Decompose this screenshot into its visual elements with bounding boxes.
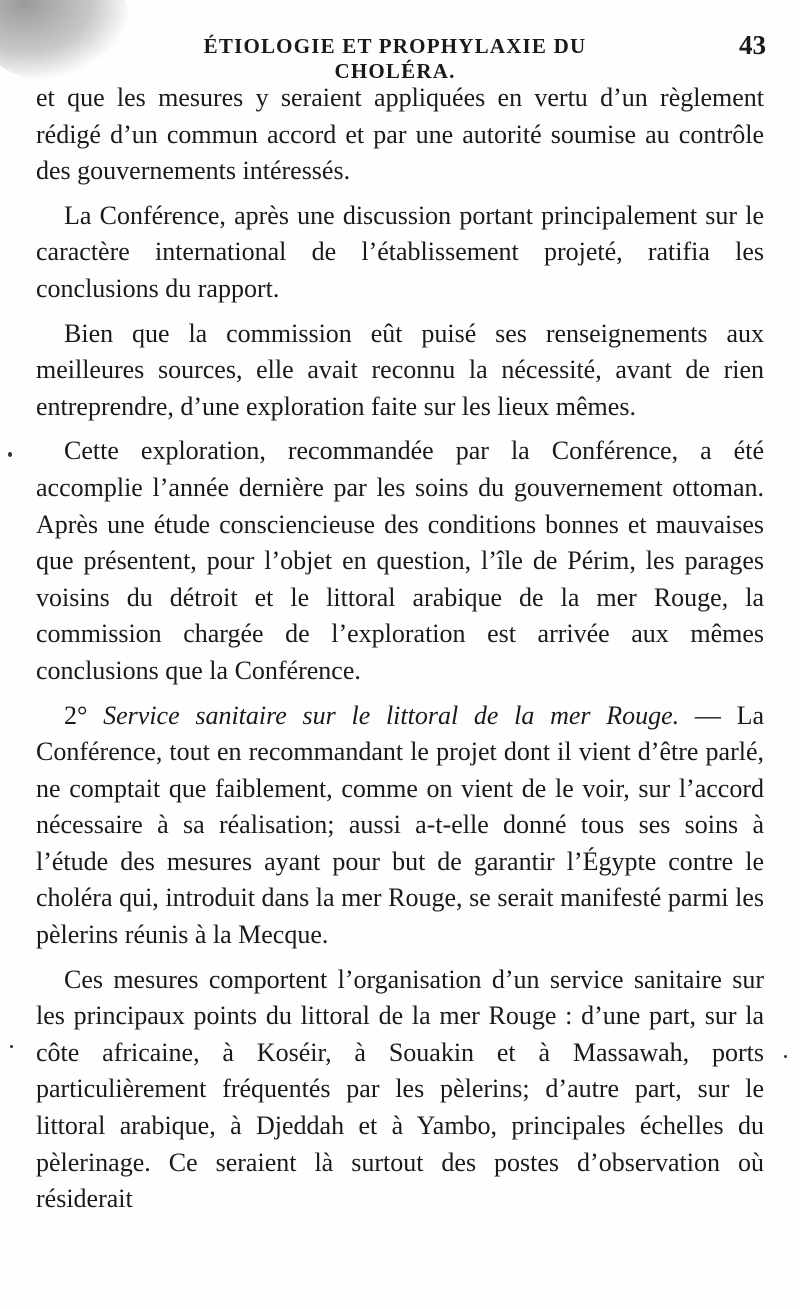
paragraph-measures: Ces mesures comportent l’organisation d’un service sanitaire sur les principaux points du littoral de la mer Rouge : d’une part, sur la côte africaine, à Koséir, à Souakin et à Massawah, ports particulièrement fréquentés par les pèlerins; d’autre part, sur le littoral arabique, à Djeddah et à Yambo, principales échelles du pèlerinage. Ce seraient là surtout des postes d’observation où résiderait: [36, 964, 764, 1214]
ink-speck: [784, 1055, 787, 1058]
section-heading: Service sanitaire sur le littoral de la mer Rouge.: [103, 700, 680, 730]
running-title: ÉTIOLOGIE ET PROPHYLAXIE DU CHOLÉRA.: [203, 34, 587, 83]
body-text: [36, 80, 764, 1218]
ink-speck: [8, 452, 12, 457]
paragraph-ottoman-exploration: Cette exploration, recommandée par la Conférence, a été accomplie l’année dernière par les soins du gouvernement ottoman. Après une étude consciencieuse des conditions bonnes et mauvaises que présentent, pour l’objet en question, l’île de Périm, les parages voisins du détroit et le littoral arabique de la mer Rouge, la commission chargée de l’exploration est arrivée aux mêmes conclusions que la Conférence.: [36, 436, 764, 685]
page-number: 43: [739, 30, 766, 60]
section-number: 2°: [64, 700, 88, 730]
paragraph-sanitary-service: [36, 698, 764, 954]
section-body: — La Conférence, tout en recommandant le projet dont il vient d’être parlé, ne comptait que faiblement, comme on vient de le voir, sur l’accord nécessaire à sa réalisation; aussi a-t-elle donné tous ses soins à l’étude des mesures ayant pour but de garantir l’Égypte contre le choléra qui, introduit dans la mer Rouge, se serait manifesté parmi les pèlerins réunis à la Mecque.: [36, 700, 765, 950]
ink-speck: [10, 1045, 13, 1048]
paragraph-commission-exploration: Bien que la commission eût puisé ses renseignements aux meilleures sources, elle avait reconnu la nécessité, avant de rien entreprendre, d’une exploration faite sur les lieux mêmes.: [36, 318, 764, 421]
paragraph-conference-ratification: La Conférence, après une discussion portant principalement sur le caractère international de l’établissement projeté, ratifia les conclusions du rapport.: [36, 200, 764, 303]
paragraph-continuation: et que les mesures y seraient appliquées en vertu d’un règlement rédigé d’un commun accord et par une autorité soumise au contrôle des gouvernements intéressés.: [36, 83, 764, 186]
page-header: [0, 30, 800, 83]
